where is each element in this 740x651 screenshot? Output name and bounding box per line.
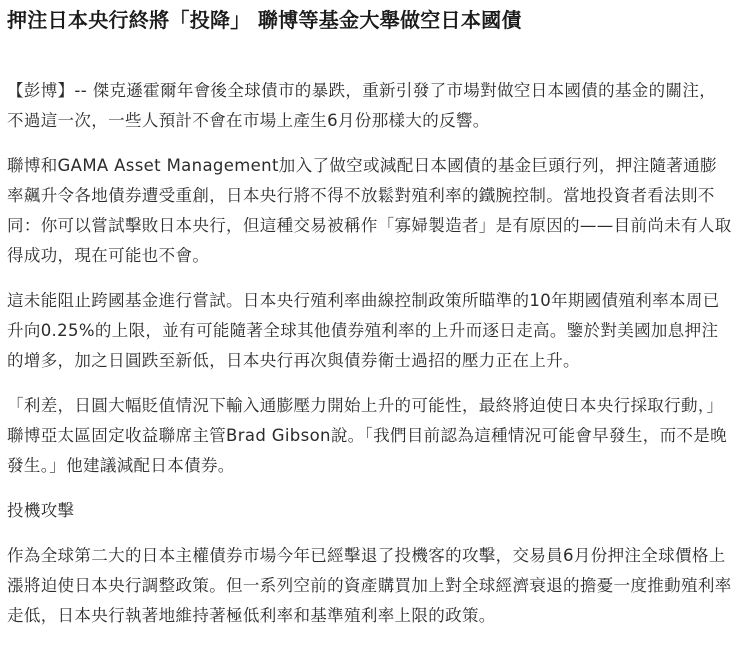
article-paragraph-3: 這未能阻止跨國基金進行嘗試。日本央行殖利率曲線控制政策所瞄準的10年期國債殖利率本周已升向0.25%的上限，並有可能隨著全球其他債券殖利率的上升而逐日走高。鑒於對美國加息押注的增多，加之日圓跌至新低，日本央行再次與債券衛士過招的壓力正在上升。 — [7, 291, 720, 370]
article-paragraph-5: 作為全球第二大的日本主權債券市場今年已經擊退了投機客的攻擊，交易員6月份押注全球價格上漲將迫使日本央行調整政策。但一系列空前的資產購買加上對全球經濟衰退的擔憂一度推動殖利率走低，日本央行執著地維持著極低利率和基準殖利率上限的政策。 — [7, 546, 732, 625]
article-headline: 押注日本央行終將「投降」 聯博等基金大舉做空日本國債 — [7, 8, 522, 32]
article-paragraph-4: 「利差，日圓大幅貶值情況下輸入通膨壓力開始上升的可能性，最終將迫使日本央行採取行動，」聯博亞太區固定收益聯席主管Brad Gibson說。「我們目前認為這種情況可能會早發生，而不是晚發生。」他建議減配日本債券。 — [7, 396, 727, 475]
article-subheading: 投機攻擊 — [7, 501, 75, 520]
article-paragraph-2: 聯博和GAMA Asset Management加入了做空或減配日本國債的基金巨頭行列，押注隨著通膨率飆升令各地債券遭受重創，日本央行將不得不放鬆對殖利率的鐵腕控制。當地投資者看法則不同：你可以嘗試擊敗日本央行，但這種交易被稱作「寡婦製造者」是有原因的——目前尚未有人取得成功，現在可能也不會。 — [7, 156, 732, 265]
article-paragraph-1: 【彭博】-- 傑克遜霍爾年會後全球債市的暴跌，重新引發了市場對做空日本國債的基金的關注，不過這一次，一些人預計不會在市場上產生6月份那樣大的反響。 — [7, 81, 717, 130]
